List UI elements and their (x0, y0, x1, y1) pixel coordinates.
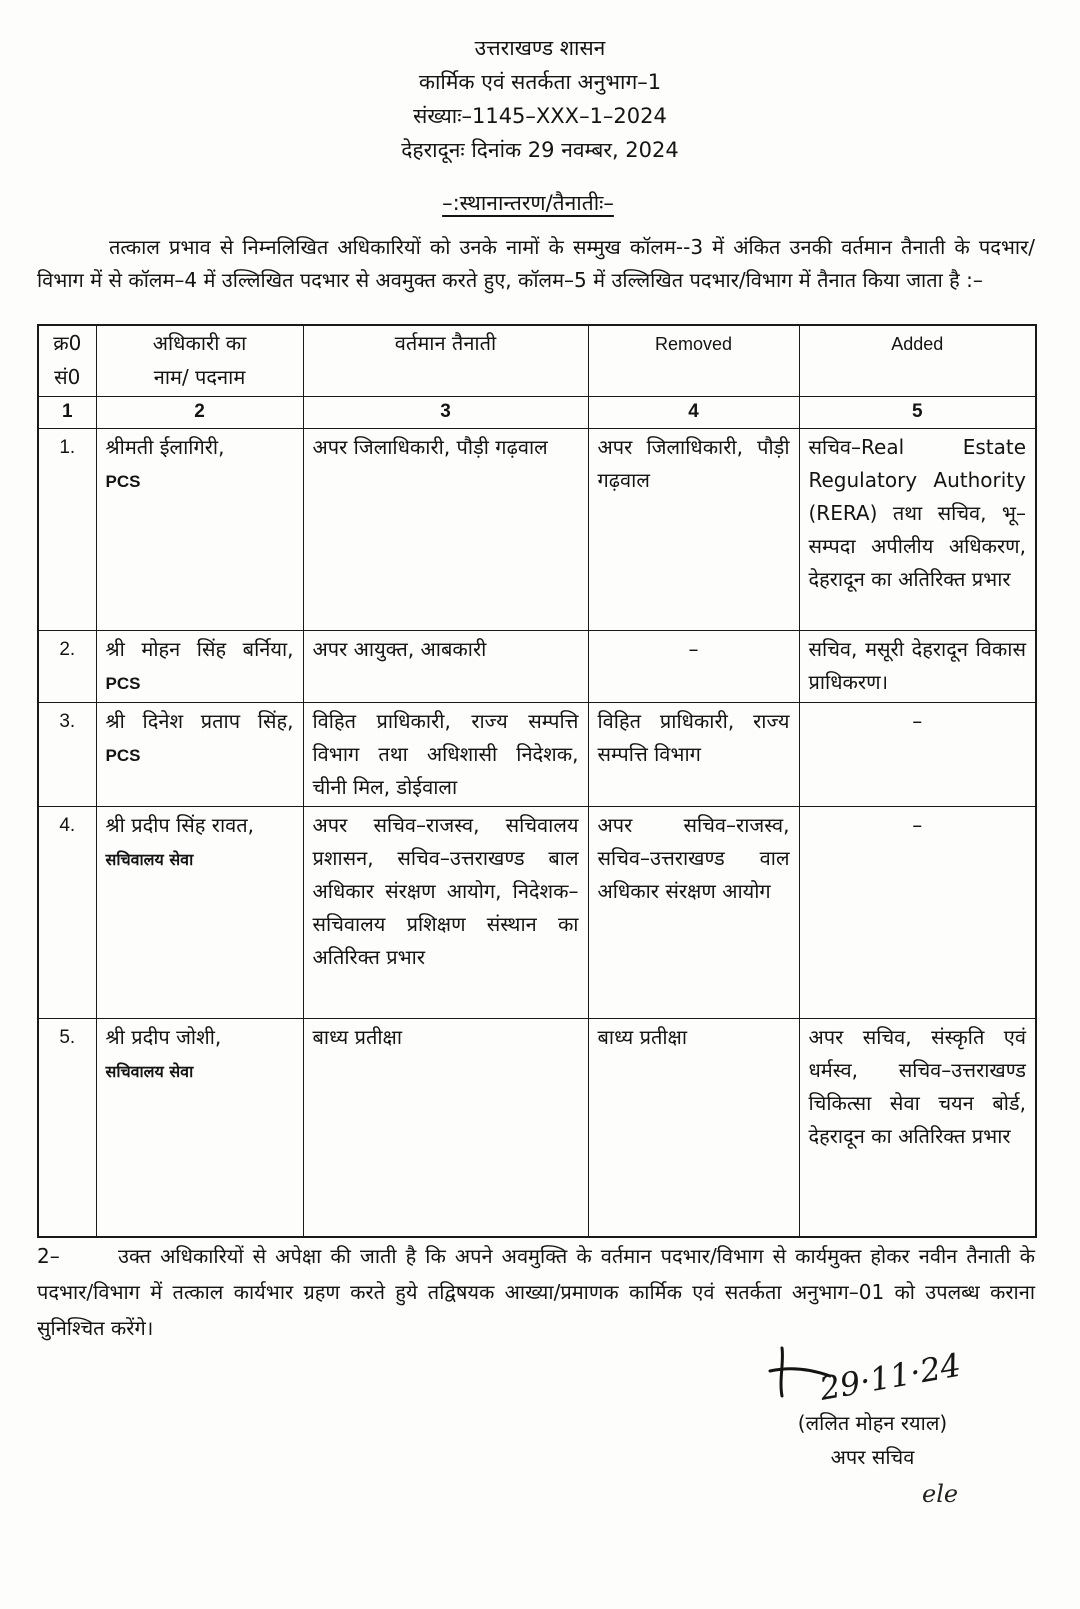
removed-charge: अपर सचिव–राजस्व, सचिव–उत्तराखण्ड वाल अधिकार संरक्षण आयोग (588, 807, 799, 1019)
place-and-date: देहरादूनः दिनांक 29 नवम्बर, 2024 (401, 138, 679, 162)
department-name: कार्मिक एवं सतर्कता अनुभाग–1 (418, 70, 662, 94)
officer-cell (96, 631, 303, 703)
header-officer-line2: नाम/ पदनाम (153, 365, 246, 389)
added-charge: सचिव, मसूरी देहरादून विकास प्राधिकरण। (799, 631, 1036, 703)
officer-cell (96, 429, 303, 631)
column-number: 5 (799, 397, 1036, 429)
officer-cell (96, 1019, 303, 1237)
document-body (37, 231, 1035, 1508)
removed-charge: विहित प्राधिकारी, राज्य सम्पत्ति विभाग (588, 703, 799, 807)
header-serial-line2: सं0 (54, 365, 81, 389)
serial-number: 4. (38, 807, 96, 1019)
header-serial-line1: क्र0 (53, 331, 82, 355)
officer-name: श्री मोहन सिंह बर्निया, (105, 637, 294, 661)
table-row (38, 703, 1036, 807)
officer-service: PCS (105, 472, 141, 491)
header-officer (96, 325, 303, 397)
current-posting: अपर सचिव–राजस्व, सचिवालय प्रशासन, सचिव–उत्तराखण्ड बाल अधिकार संरक्षण आयोग, निदेशक–सचिवालय प्रशिक्षण संस्थान का अतिरिक्त प्रभार (303, 807, 588, 1019)
handwritten-initials (918, 1478, 978, 1510)
serial-number: 2. (38, 631, 96, 703)
header-current-posting: वर्तमान तैनाती (303, 325, 588, 397)
transfer-table (37, 324, 1037, 1238)
paragraph-text: उक्त अधिकारियों से अपेक्षा की जाती है कि अपने अवमुक्ति के वर्तमान पदभार/विभाग से कार्यमुक्त होकर नवीन तैनाती के पदभार/विभाग में तत्काल कार्यभार ग्रहण करते हुये तद्विषयक आख्या/प्रमाणक कार्मिक एवं सतर्कता अनुभाग–01 को उपलब्ध कराना सुनिश्चित करेंगे। (37, 1243, 1035, 1340)
column-number: 3 (303, 397, 588, 429)
column-number: 1 (38, 397, 96, 429)
officer-name: श्री प्रदीप सिंह रावत, (105, 813, 255, 837)
added-charge: अपर सचिव, संस्कृति एवं धर्मस्व, सचिव–उत्तराखण्ड चिकित्सा सेवा चयन बोर्ड, देहरादून का अतिरिक्त प्रभार (799, 1019, 1036, 1237)
handwritten-signature (770, 1346, 1010, 1406)
current-posting: अपर आयुक्त, आबकारी (303, 631, 588, 703)
government-name: उत्तराखण्ड शासन (474, 36, 606, 60)
removed-charge: अपर जिलाधिकारी, पौड़ी गढ़वाल (588, 429, 799, 631)
column-number-row (38, 397, 1036, 429)
current-posting: बाध्य प्रतीक्षा (303, 1019, 588, 1237)
letter-header (0, 31, 1080, 167)
intro-paragraph: तत्काल प्रभाव से निम्नलिखित अधिकारियों को उनके नामों के सम्मुख कॉलम--3 में अंकित उनकी वर्तमान तैनाती के पदभार/विभाग में से कॉलम–4 में उल्लिखित पदभार से अवमुक्त करते हुए, कॉलम–5 में उल्लिखित पदभार/विभाग में तैनात किया जाता है :– (37, 235, 1035, 292)
added-charge: – (799, 807, 1036, 1019)
table-row (38, 807, 1036, 1019)
paragraph-number: 2– (37, 1243, 60, 1268)
officer-name: श्रीमती ईलागिरी, (105, 435, 225, 459)
header-removed: Removed (588, 325, 799, 397)
signatory-designation: अपर सचिव (830, 1444, 915, 1469)
reference-number: संख्याः–1145–XXX–1–2024 (413, 104, 667, 128)
officer-cell (96, 807, 303, 1019)
serial-number: 3. (38, 703, 96, 807)
removed-charge: – (588, 631, 799, 703)
table-header-row (38, 325, 1036, 397)
officer-name: श्री दिनेश प्रताप सिंह, (105, 709, 294, 733)
officer-service: PCS (105, 674, 141, 693)
table-row (38, 631, 1036, 703)
current-posting: अपर जिलाधिकारी, पौड़ी गढ़वाल (303, 429, 588, 631)
subject-text: –:स्थानान्तरण/तैनातीः– (442, 191, 614, 215)
added-charge: सचिव–Real Estate Regulatory Authority (RERA) तथा सचिव, भू–सम्पदा अपीलीय अधिकरण, देहरादून का अतिरिक्त प्रभार (799, 429, 1036, 631)
added-charge: – (799, 703, 1036, 807)
officer-service: सचिवालय सेवा (105, 1062, 194, 1081)
signature-stroke (781, 1348, 782, 1396)
initials-text: ele (922, 1479, 959, 1508)
officer-cell (96, 703, 303, 807)
instruction-paragraph (37, 1238, 1035, 1346)
header-serial (38, 325, 96, 397)
current-posting: विहित प्राधिकारी, राज्य सम्पत्ति विभाग तथा अधिशासी निदेशक, चीनी मिल, डोईवाला (303, 703, 588, 807)
table-row (38, 1019, 1036, 1237)
column-number: 2 (96, 397, 303, 429)
table-row (38, 429, 1036, 631)
signature-block (735, 1345, 1010, 1508)
officer-service: PCS (105, 746, 141, 765)
signatory-name: (ललित मोहन रयाल) (797, 1410, 948, 1435)
signature-date: 29·11·24 (816, 1345, 964, 1408)
header-officer-line1: अधिकारी का (152, 331, 247, 355)
officer-service: सचिवालय सेवा (105, 850, 194, 869)
serial-number: 1. (38, 429, 96, 631)
removed-charge: बाध्य प्रतीक्षा (588, 1019, 799, 1237)
header-added: Added (799, 325, 1036, 397)
column-number: 4 (588, 397, 799, 429)
subject-line (0, 186, 1056, 220)
officer-name: श्री प्रदीप जोशी, (105, 1025, 222, 1049)
serial-number: 5. (38, 1019, 96, 1237)
